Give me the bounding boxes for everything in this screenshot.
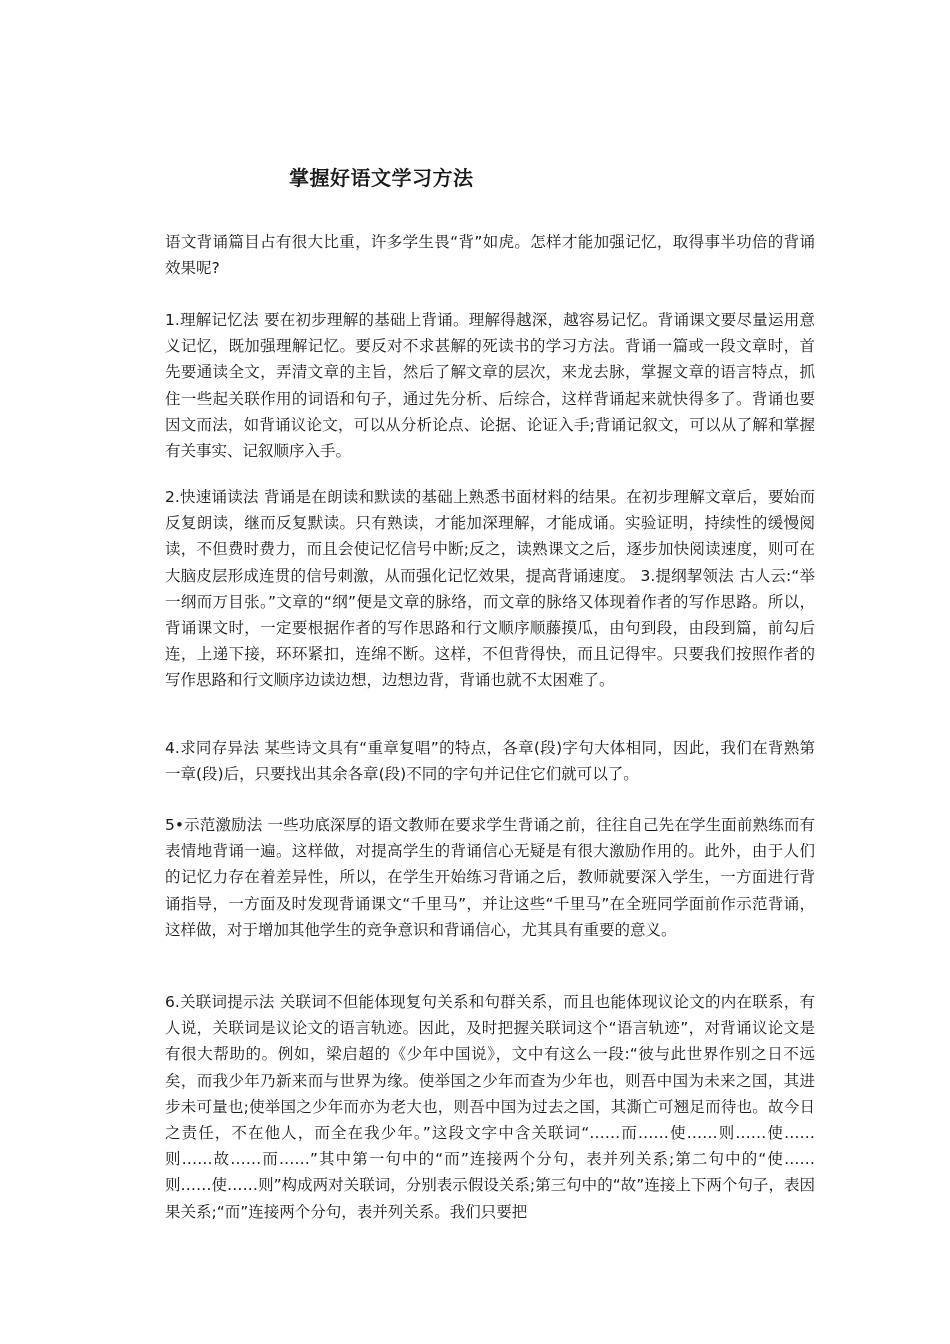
- method-5-paragraph: 5•示范激励法 一些功底深厚的语文教师在要求学生背诵之前，往往自己先在学生面前熟练而有表情地背诵一遍。这样做，对提高学生的背诵信心无疑是有很大激励作用的。此外，由于人们的记忆力存在着差异性，所以，在学生开始练习背诵之后，教师就要深入学生，一方面进行背诵指导，一方面及时发现背诵课文“千里马”，并让这些“千里马”在全班同学面前作示范背诵，这样做，对于增加其他学生的竞争意识和背诵信心，尤其具有重要的意义。: [165, 816, 815, 939]
- method-2-3-paragraph: 2.快速诵读法 背诵是在朗读和默读的基础上熟悉书面材料的结果。在初步理解文章后，要始而反复朗读，继而反复默读。只有熟读，才能加深理解，才能成诵。实验证明，持续性的缓慢阅读，不但费时费力，而且会使记忆信号中断;反之，读熟课文之后，逐步加快阅读速度，则可在大脑皮层形成连贯的信号刺激，从而强化记忆效果，提高背诵速度。 3.提纲挈领法 古人云:“举一纲而万目张。”文章的“纲”便是文章的脉络，而文章的脉络又体现着作者的写作思路。所以，背诵课文时，一定要根据作者的写作思路和行文顺序顺藤摸瓜，由句到段，由段到篇，前勾后连，上递下接，环环紧扣，连绵不断。这样，不但背得快，而且记得牢。只要我们按照作者的写作思路和行文顺序边读边想，边想边背，背诵也就不太困难了。: [165, 488, 815, 690]
- intro-paragraph: 语文背诵篇目占有很大比重，许多学生畏“背”如虎。怎样才能加强记忆，取得事半功倍的背诵效果呢?: [165, 233, 815, 278]
- method-1-paragraph: 1.理解记忆法 要在初步理解的基础上背诵。理解得越深，越容易记忆。背诵课文要尽量运用意义记忆，既加强理解记忆。要反对不求甚解的死读书的学习方法。背诵一篇或一段文章时，首先要通读全文，弄清文章的主旨，然后了解文章的层次，来龙去脉，掌握文章的语言特点，抓住一些起关联作用的词语和句子，通过先分析、后综合，这样背诵起来就快得多了。背诵也要因文而法，如背诵议论文，可以从分析论点、论据、论证入手;背诵记叙文，可以从了解和掌握有关事实、记叙顺序入手。: [165, 311, 815, 461]
- document-title: 掌握好语文学习方法: [289, 166, 474, 190]
- method-6-paragraph: 6.关联词提示法 关联词不但能体现复句关系和句群关系，而且也能体现议论文的内在联系，有人说，关联词是议论文的语言轨迹。因此，及时把握关联词这个“语言轨迹”，对背诵议论文是有很大帮助的。例如，梁启超的《少年中国说》，文中有这么一段:“彼与此世界作别之日不远矣，而我少年乃新来而与世界为缘。使举国之少年而查为少年也，则吾中国为未来之国，其进步未可量也;使举国之少年而亦为老大也，则吾中国为过去之国，其澌亡可翘足而待也。故今日之责任，不在他人，而全在我少年。”这段文字中含关联词“……而……使……则……使……则……故……而……”其中第一句中的“而”连接两个分句，表并列关系;第二句中的“使……则……使……则”构成两对关联词，分别表示假设关系;第三句中的“故”连接上下两个句子，表因果关系;“而”连接两个分句，表并列关系。我们只要把: [165, 993, 815, 1221]
- method-4-paragraph: 4.求同存异法 某些诗文具有“重章复唱”的特点，各章(段)字句大体相同，因此，我们在背熟第一章(段)后，只要找出其余各章(段)不同的字句并记住它们就可以了。: [165, 739, 815, 784]
